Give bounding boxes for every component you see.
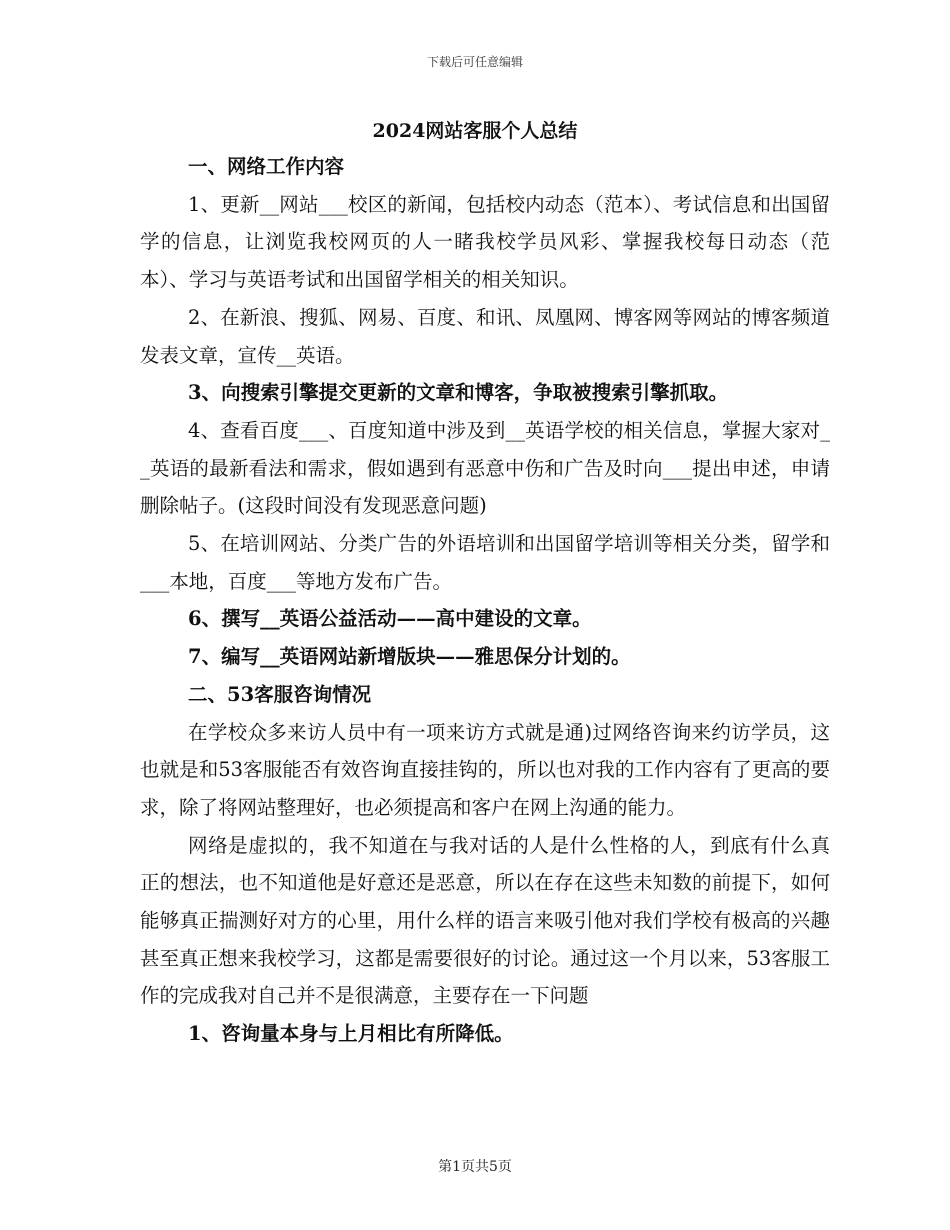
section-heading: 一、网络工作内容 xyxy=(188,155,345,178)
paragraph: 1、更新__网站___校区的新闻，包括校内动态（范本）、考试信息和出国留学的信息，让浏览我校网页的人一睹我校学员风彩、掌握我校每日动态（范本）、学习与英语考试和出国留学相关的相关知识。 xyxy=(140,192,830,292)
paragraph: 在学校众多来访人员中有一项来访方式就是通)过网络咨询来约访学员，这也就是和53客服能否有效咨询直接挂钩的，所以也对我的工作内容有了更高的要求，除了将网站整理好，也必须提高和客户在网上沟通的能力。 xyxy=(140,720,830,819)
paragraph-bold: 1、咨询量本身与上月相比有所降低。 xyxy=(188,1022,514,1046)
paragraph-bold: 7、编写__英语网站新增版块——雅思保分计划的。 xyxy=(188,645,631,669)
paragraph: 2、在新浪、搜狐、网易、百度、和讯、凤凰网、博客网等网站的博客频道发表文章，宣传__英语。 xyxy=(140,305,830,367)
paragraph: 网络是虚拟的，我不知道在与我对话的人是什么性格的人，到底有什么真正的想法，也不知道他是好意还是恶意，所以在存在这些未知数的前提下，如何能够真正揣测好对方的心里，用什么样的语言来吸引他对我们学校有极高的兴趣甚至真正想来我校学习，这都是需要很好的讨论。通过这一个月以来，53客服工作的完成我对自己并不是很满意，主要存在一下问题 xyxy=(140,833,830,1008)
header-note: 下载后可任意编辑 xyxy=(426,55,523,69)
paragraph: 5、在培训网站、分类广告的外语培训和出国留学培训等相关分类，留学和___本地，百度___等地方发布广告。 xyxy=(140,532,830,593)
document-title: 2024网站客服个人总结 xyxy=(372,120,578,142)
page-footer: 第1页共5页 xyxy=(438,1159,512,1175)
document-body xyxy=(140,148,830,1053)
paragraph-bold: 3、向搜索引擎提交更新的文章和博客，争取被搜索引擎抓取。 xyxy=(188,381,729,405)
section-heading: 二、53客服咨询情况 xyxy=(188,682,372,706)
paragraph: 4、查看百度___、百度知道中涉及到__英语学校的相关信息，掌握大家对__英语的最新看法和需求，假如遇到有恶意中伤和广告及时向___提出申述，申请删除帖子。(这段时间没有发现恶意问题) xyxy=(140,418,830,518)
paragraph-bold: 6、撰写__英语公益活动——高中建设的文章。 xyxy=(188,607,592,631)
